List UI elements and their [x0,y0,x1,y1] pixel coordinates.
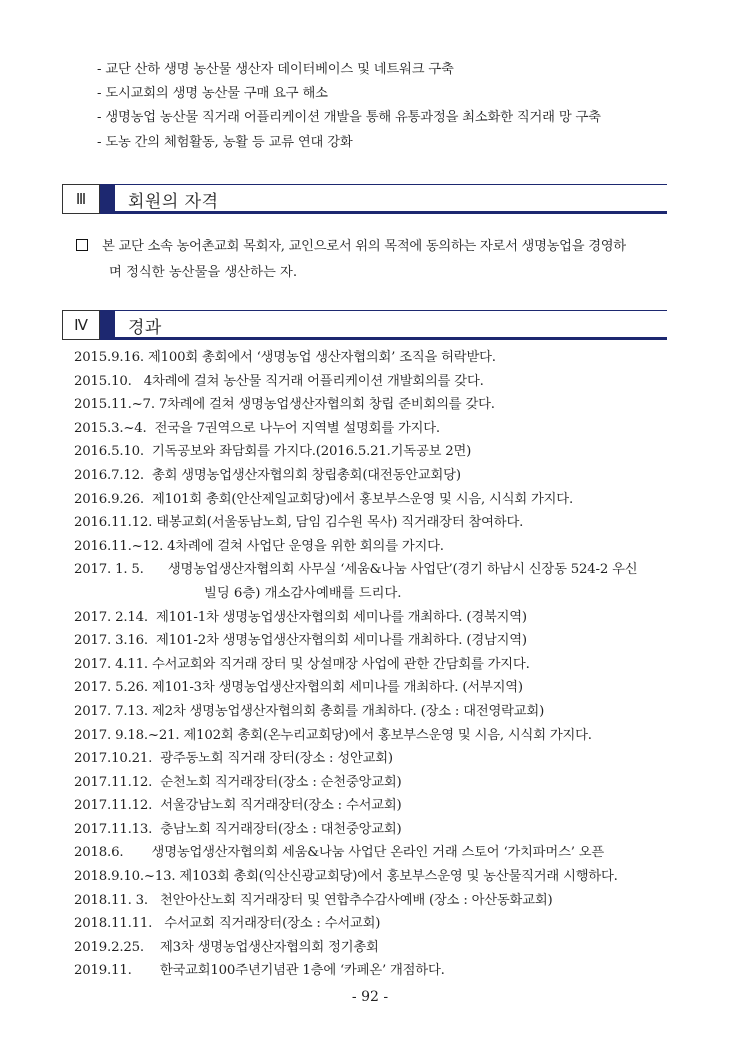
history-text: 수서교회와 직거래 장터 및 상설매장 사업에 관한 간담회를 가지다. [151,656,530,672]
history-text: 제100회 총회에서 ‘생명농업 생산자협의회’ 조직을 허락받다. [147,350,496,365]
history-text: 생명농업생산자협의회 사무실 ‘세움&나눔 사업단’(경기 하남시 신장동 524-2 우신 [167,562,638,578]
history-entry [74,606,684,630]
history-entry [74,747,684,771]
history-text: 총회 생명농업생산자협의회 창립총회(대전동안교회당) [151,467,461,483]
history-text: 제101-3차 생명농업생산자협의회 세미나를 개최하다. (서부지역) [151,680,523,696]
history-text: 제101-2차 생명농업생산자협의회 세미나를 개최하다. (경남지역) [155,633,527,649]
history-date: 2017.10.21. [74,751,161,767]
history-date: 2016.9.26. [74,491,152,507]
history-entry [74,629,684,653]
history-list [74,346,684,983]
history-text: 광주동노회 직거래 장터(장소 : 성안교회) [160,751,393,767]
history-date: 2017.11.13. [74,821,161,837]
history-entry [74,676,684,700]
history-entry [74,912,684,936]
section-accent-bar [100,310,115,340]
section-4-number: Ⅳ [62,310,100,340]
history-date: 2015.10. [74,373,144,389]
history-date: 2017. 4.11. [74,656,152,672]
history-entry [74,841,684,865]
bullet-item: - 교단 산하 생명 농산물 생산자 데이터베이스 및 네트워크 구축 [97,62,454,77]
history-text: 태봉교회(서울동남노회, 담임 김수원 목사) 직거래장터 참여하다. [156,515,524,531]
section-rule [115,184,667,185]
history-entry [74,889,684,913]
history-text-continuation: 빌딩 6층) 개소감사예배를 드리다. [204,585,402,601]
history-text: 전국을 7권역으로 나누어 지역별 설명회를 가지다. [154,420,440,436]
qualification-line-1: 본 교단 소속 농어촌교회 목회자, 교인으로서 위의 목적에 동의하는 자로서 생명농업을 경영하 [102,239,626,254]
history-entry [74,936,684,960]
history-text: 순천노회 직거래장터(장소 : 순천중앙교회) [160,774,402,790]
history-date: 2017. 2.14. [74,609,156,625]
section-3-header [62,184,667,214]
history-date: 2017.11.12. [74,774,161,790]
history-date: 2016.5.10. [74,444,152,460]
history-text: 한국교회100주년기념관 1층에 ‘카페온’ 개점하다. [159,963,445,979]
history-date: 2015.3.~4. [74,420,155,436]
history-date: 2018.11.11. [74,916,165,932]
history-text: 충남노회 직거래장터(장소 : 대천중앙교회) [160,821,402,837]
history-entry [74,865,684,889]
history-entry [74,959,684,983]
history-entry [74,346,684,370]
history-date: 2015.9.16. [74,350,148,365]
history-entry [74,393,684,417]
history-date: 2017. 9.18.~21. [74,727,184,743]
history-entry [74,771,684,795]
history-text: 기독공보와 좌담회를 가지다.(2016.5.21.기독공보 2면) [151,444,472,460]
qualification-line-2: 며 정식한 농산물을 생산하는 자. [109,265,298,280]
bullet-item: - 도농 간의 체험활동, 농활 등 교류 연대 강화 [97,134,353,150]
history-entry [74,464,684,488]
history-text: 제103회 총회(익산신광교회당)에서 홍보부스운영 및 농산물직거래 시행하다. [179,869,618,885]
history-entry [74,511,684,535]
history-text: 제101회 총회(안산제일교회당)에서 홍보부스운영 및 시음, 시식회 가지다. [151,491,573,507]
section-rule [115,310,667,311]
qualification-paragraph [76,234,682,286]
section-3-number: Ⅲ [62,184,100,214]
history-entry [74,818,684,842]
page-number: - 92 - [351,989,389,1005]
history-entry [74,488,684,512]
history-date: 2016.11.~12. [74,538,168,554]
history-date: 2018.6. [74,845,152,861]
checkbox-bullet-icon [76,239,88,251]
history-text: 제3차 생명농업생산자협의회 정기총회 [160,939,379,955]
history-entry [74,794,684,818]
history-date: 2017. 7.13. [74,703,152,719]
history-entry [74,440,684,464]
history-text: 서울강남노회 직거래장터(장소 : 수서교회) [160,798,402,814]
history-text: 제2차 생명농업생산자협의회 총회를 개최하다. (장소 : 대전영락교회) [151,703,545,719]
history-date: 2016.7.12. [74,467,152,483]
section-3-title: 회원의 자격 [128,192,219,212]
history-entry [74,558,684,582]
section-4-title: 경과 [128,318,162,338]
history-date: 2017.11.12. [74,798,161,814]
history-date: 2017. 5.26. [74,680,152,696]
history-text: 4차례에 걸쳐 농산물 직거래 어플리케이션 개발회의를 갖다. [143,373,484,389]
history-entry [74,700,684,724]
history-entry [74,535,684,559]
history-entry [74,724,684,748]
history-entry [74,370,684,394]
history-date: 2015.11.~7. [74,397,159,413]
history-text: 생명농업생산자협의회 세움&나눔 사업단 온라인 거래 스토어 ‘가치파머스’ 오픈 [151,845,605,861]
history-text: 수서교회 직거래장터(장소 : 수서교회) [164,916,381,932]
section-rule [115,337,667,340]
section-rule [115,211,667,214]
section-4-header [62,310,667,340]
history-date: 2017. 1. 5. [74,562,168,578]
history-entry [74,417,684,441]
history-text: 제102회 총회(온누리교회당)에서 홍보부스운영 및 시음, 시식회 가지다. [183,727,592,743]
bullet-item: - 도시교회의 생명 농산물 구매 요구 해소 [97,86,328,102]
section-accent-bar [100,184,115,214]
history-date: 2019.2.25. [74,939,161,955]
history-date: 2017. 3.16. [74,633,156,649]
history-text: 천안아산노회 직거래장터 및 연합추수감사예배 (장소 : 아산동화교회) [160,892,553,908]
history-text: 7차례에 걸쳐 생명농업생산자협의회 창립 준비회의를 갖다. [158,397,495,413]
history-date: 2018.11. 3. [74,892,161,908]
history-date: 2016.11.12. [74,515,157,531]
history-entry [74,653,684,677]
history-text: 제101-1차 생명농업생산자협의회 세미나를 개최하다. (경북지역) [155,609,527,625]
history-date: 2018.9.10.~13. [74,869,180,885]
history-text: 4차례에 걸쳐 사업단 운영을 위한 회의를 가지다. [167,538,444,554]
history-date: 2019.11. [74,963,160,979]
purpose-bullet-list [97,58,601,155]
bullet-item: - 생명농업 농산물 직거래 어플리케이션 개발을 통해 유통과정을 최소화한 직거래 망 구축 [97,110,601,126]
